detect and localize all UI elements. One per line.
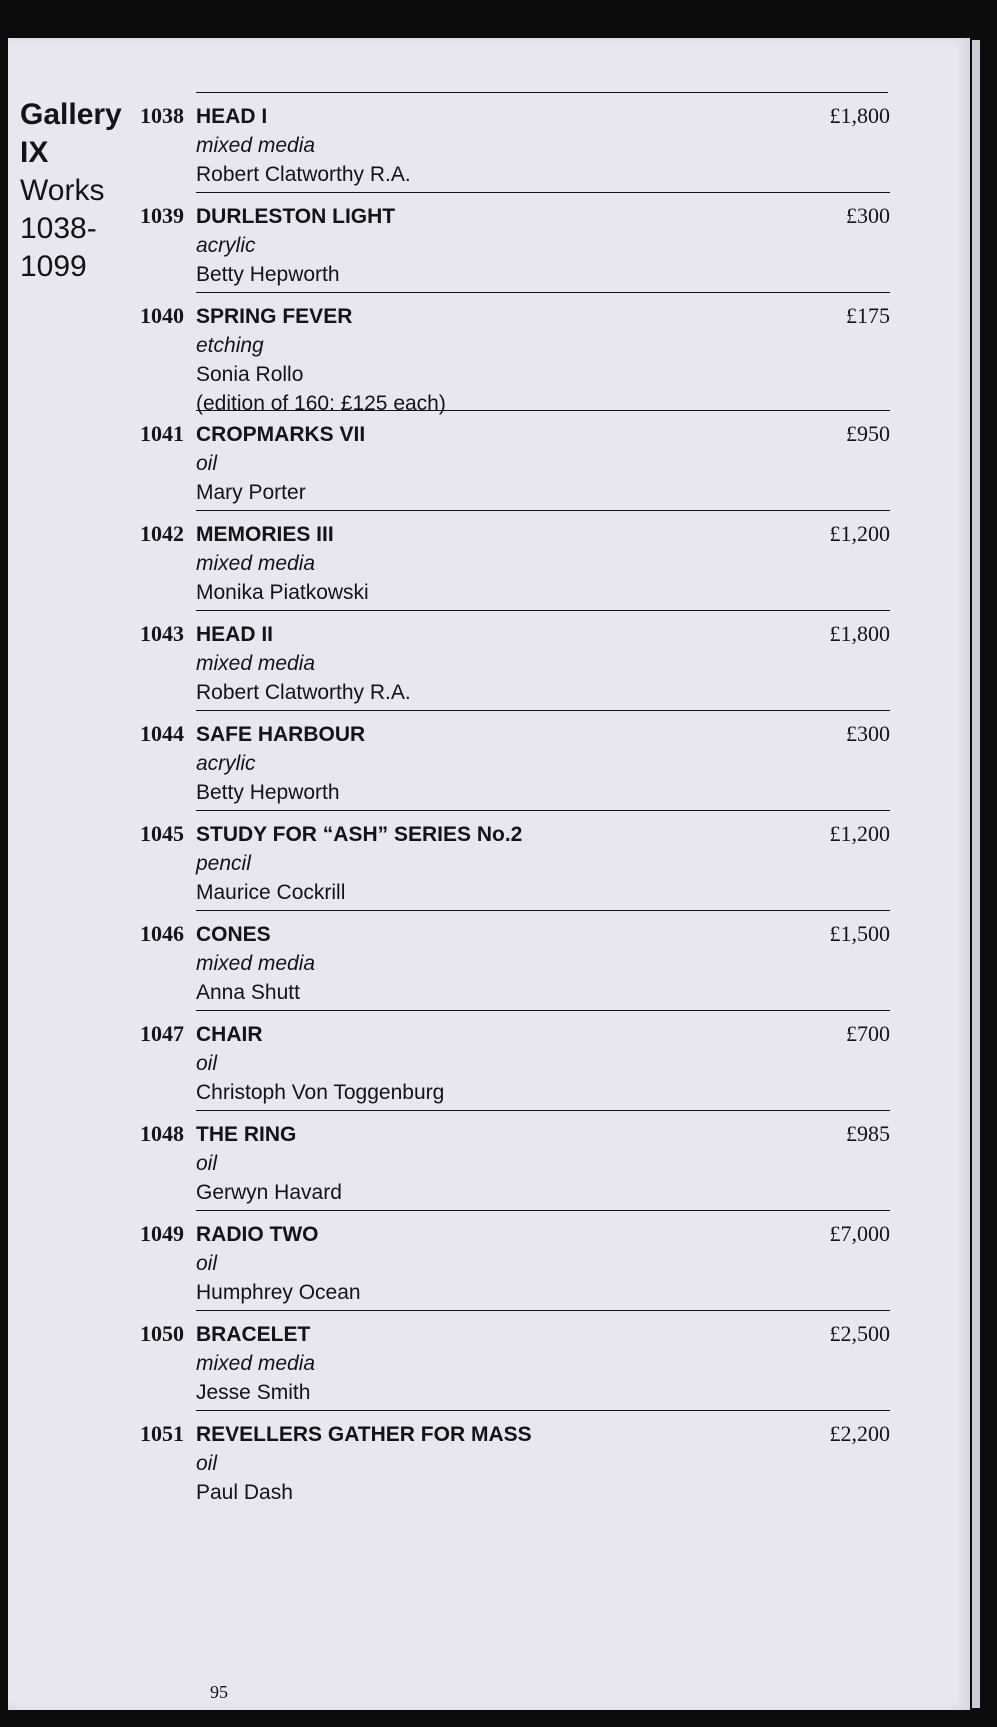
- work-medium: acrylic: [196, 234, 256, 257]
- work-entry: [140, 293, 890, 415]
- work-price: £700: [846, 1021, 890, 1046]
- work-number: 1045: [140, 821, 184, 846]
- work-number: 1038: [140, 103, 184, 128]
- work-entry: [140, 711, 890, 811]
- work-price: £950: [846, 421, 890, 446]
- work-artist: Paul Dash: [196, 1481, 293, 1504]
- work-medium: oil: [196, 1252, 218, 1275]
- work-entry: [140, 411, 890, 511]
- work-artist: Gerwyn Havard: [196, 1181, 342, 1204]
- work-title: DURLESTON LIGHT: [196, 205, 396, 228]
- work-entry: [140, 611, 890, 711]
- gallery-number: IX: [20, 136, 49, 169]
- works-list: [120, 93, 890, 1511]
- work-medium: mixed media: [196, 134, 316, 157]
- work-entry: [140, 1211, 890, 1311]
- work-number: 1049: [140, 1221, 184, 1246]
- work-medium: mixed media: [196, 1352, 316, 1375]
- work-title: CHAIR: [196, 1023, 263, 1046]
- work-medium: mixed media: [196, 952, 316, 975]
- work-medium: oil: [196, 452, 218, 475]
- work-price: £1,800: [829, 103, 890, 128]
- work-medium: oil: [196, 1152, 218, 1175]
- work-price: £1,500: [829, 921, 890, 946]
- work-artist: Humphrey Ocean: [196, 1281, 361, 1304]
- work-price: £2,200: [829, 1421, 890, 1446]
- work-title: HEAD I: [196, 105, 268, 128]
- works-label: Works: [20, 174, 105, 207]
- work-entry: [140, 1111, 890, 1211]
- work-entry: [140, 1011, 890, 1111]
- work-number: 1039: [140, 203, 184, 228]
- work-number: 1041: [140, 421, 184, 446]
- work-title: REVELLERS GATHER FOR MASS: [196, 1423, 532, 1446]
- work-number: 1051: [140, 1421, 184, 1446]
- work-medium: oil: [196, 1452, 218, 1475]
- gallery-name: Gallery: [20, 98, 122, 131]
- works-range-start: 1038-: [20, 212, 97, 245]
- work-price: £7,000: [829, 1221, 890, 1246]
- work-entry: [140, 193, 890, 293]
- work-artist: Christoph Von Toggenburg: [196, 1081, 445, 1104]
- work-price: £300: [846, 721, 890, 746]
- work-medium: acrylic: [196, 752, 256, 775]
- work-price: £175: [846, 303, 890, 328]
- work-number: 1047: [140, 1021, 184, 1046]
- work-price: £2,500: [829, 1321, 890, 1346]
- page-edge: [972, 40, 980, 1708]
- work-medium: mixed media: [196, 652, 316, 675]
- work-artist: Monika Piatkowski: [196, 581, 369, 604]
- work-title: HEAD II: [196, 623, 274, 646]
- work-title: STUDY FOR “ASH” SERIES No.2: [196, 823, 523, 846]
- work-entry: [140, 93, 890, 193]
- work-number: 1043: [140, 621, 184, 646]
- work-title: CROPMARKS VII: [196, 423, 366, 446]
- work-number: 1048: [140, 1121, 184, 1146]
- work-entry: [140, 811, 890, 911]
- work-medium: oil: [196, 1052, 218, 1075]
- catalogue-page: [8, 38, 970, 1710]
- work-artist: Betty Hepworth: [196, 263, 340, 286]
- work-artist: Mary Porter: [196, 481, 306, 504]
- work-title: THE RING: [196, 1123, 297, 1146]
- work-artist: Robert Clatworthy R.A.: [196, 163, 411, 186]
- work-price: £1,200: [829, 521, 890, 546]
- work-medium: etching: [196, 334, 264, 357]
- work-title: BRACELET: [196, 1323, 311, 1346]
- work-number: 1046: [140, 921, 184, 946]
- work-artist: Robert Clatworthy R.A.: [196, 681, 411, 704]
- work-medium: pencil: [196, 852, 251, 875]
- work-entry: [140, 911, 890, 1011]
- work-artist: Maurice Cockrill: [196, 881, 346, 904]
- work-entry: [140, 1411, 890, 1511]
- work-price: £1,200: [829, 821, 890, 846]
- work-artist: Jesse Smith: [196, 1381, 311, 1404]
- work-entry: [140, 511, 890, 611]
- work-number: 1042: [140, 521, 184, 546]
- work-title: SAFE HARBOUR: [196, 723, 366, 746]
- work-title: CONES: [196, 923, 271, 946]
- work-artist: Betty Hepworth: [196, 781, 340, 804]
- work-artist: Sonia Rollo: [196, 363, 304, 386]
- work-entry: [140, 1311, 890, 1411]
- work-price: £985: [846, 1121, 890, 1146]
- work-number: 1044: [140, 721, 184, 746]
- work-price: £300: [846, 203, 890, 228]
- work-artist: Anna Shutt: [196, 981, 300, 1004]
- work-medium: mixed media: [196, 552, 316, 575]
- work-number: 1050: [140, 1321, 184, 1346]
- page-number: 95: [210, 1682, 228, 1702]
- work-title: MEMORIES III: [196, 523, 334, 546]
- work-title: SPRING FEVER: [196, 305, 353, 328]
- work-title: RADIO TWO: [196, 1223, 319, 1246]
- work-price: £1,800: [829, 621, 890, 646]
- edition-note: (edition of 160: £125 each): [196, 392, 446, 415]
- works-range-end: 1099: [20, 250, 87, 283]
- work-number: 1040: [140, 303, 184, 328]
